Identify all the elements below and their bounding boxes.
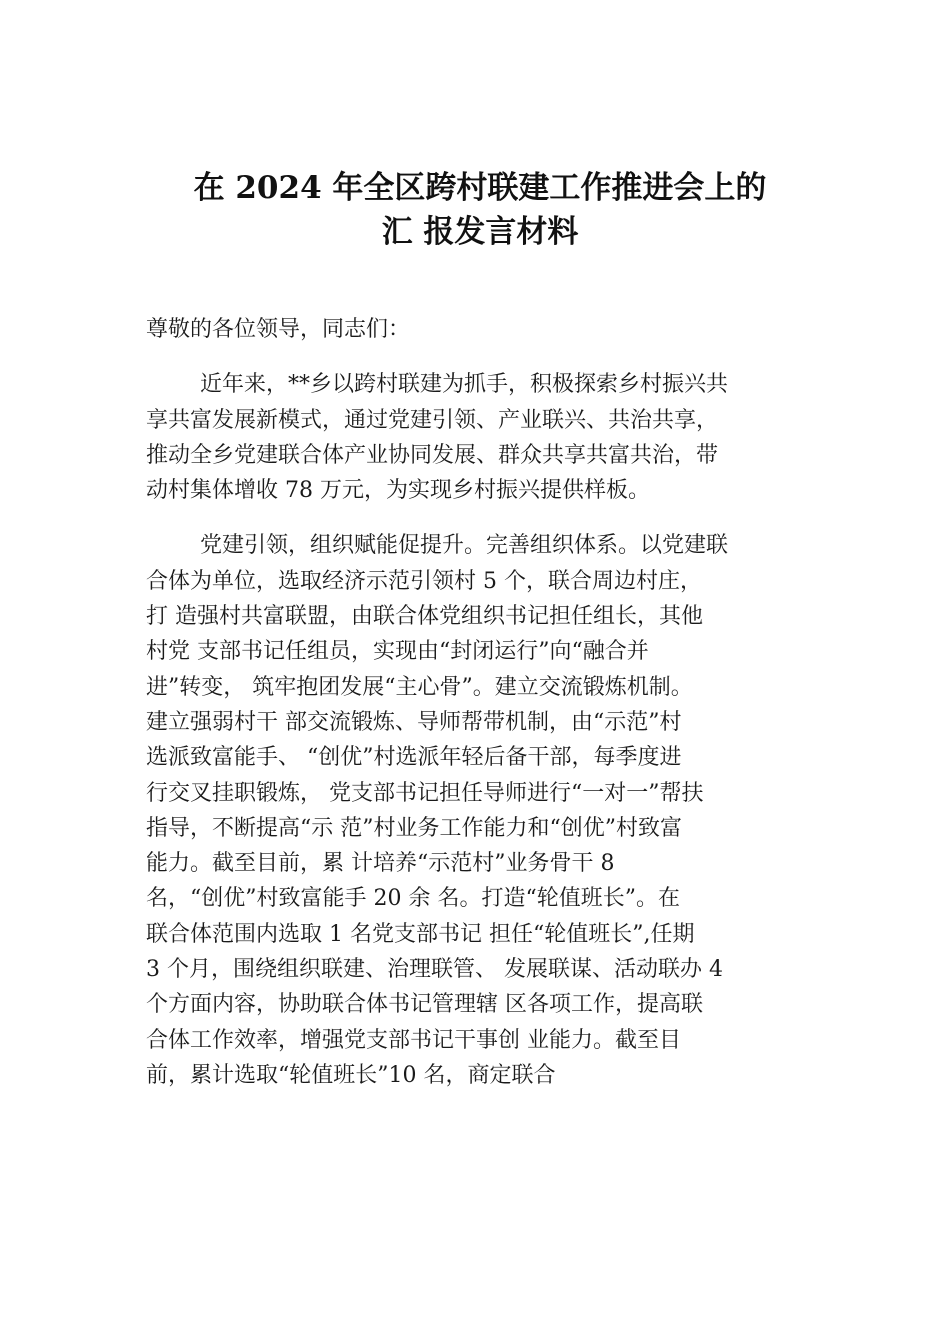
paragraph-2-line: 选派致富能手、 “创优”村选派年轻后备干部，每季度进 bbox=[146, 745, 682, 771]
paragraph-1 bbox=[146, 367, 826, 508]
paragraph-1-line: 享共富发展新模式，通过党建引领、产业联兴、共治共享， bbox=[146, 407, 719, 433]
paragraph-2-line: 党建引领，组织赋能促提升。完善组织体系。以党建联 bbox=[200, 533, 729, 559]
paragraph-2-line: 前，累计选取“轮值班长”10 名，商定联合 bbox=[146, 1062, 556, 1088]
paragraph-2-line: 联合体范围内选取 1 名党支部书记 担任“轮值班长”,任期 bbox=[146, 921, 695, 947]
paragraph-2-line: 名，“创优”村致富能手 20 余 名。打造“轮值班长”。在 bbox=[146, 886, 680, 912]
paragraph-2-line: 3 个月，围绕组织联建、治理联管、 发展联谋、活动联办 4 bbox=[146, 957, 723, 983]
paragraph-2-line: 合体为单位，选取经济示范引领村 5 个，联合周边村庄， bbox=[146, 568, 702, 594]
paragraph-2-line: 个方面内容，协助联合体书记管理辖 区各项工作，提高联 bbox=[146, 992, 703, 1018]
paragraph-1-line: 动村集体增收 78 万元，为实现乡村振兴提供样板。 bbox=[146, 478, 650, 504]
document-title bbox=[100, 166, 860, 254]
paragraph-2-line: 合体工作效率，增强党支部书记干事创 业能力。截至目 bbox=[146, 1027, 681, 1053]
document-body bbox=[146, 312, 826, 1093]
paragraph-2-line: 行交叉挂职锻炼， 党支部书记担任导师进行“一对一”帮扶 bbox=[146, 780, 704, 806]
paragraph-gap bbox=[146, 347, 826, 367]
paragraph-2-line: 打 造强村共富联盟，由联合体党组织书记担任组长，其他 bbox=[146, 604, 703, 630]
paragraph-1-line: 近年来，**乡以跨村联建为抓手，积极探索乡村振兴共 bbox=[200, 372, 729, 398]
paragraph-2-line: 指导，不断提高“示 范”村业务工作能力和“创优”村致富 bbox=[146, 815, 682, 841]
title-line-1: 在 2024 年全区跨村联建工作推进会上的 bbox=[193, 170, 767, 206]
paragraph-2 bbox=[146, 528, 826, 1093]
paragraph-2-line: 村党 支部书记任组员，实现由“封闭运行”向“融合并 bbox=[146, 639, 649, 665]
paragraph-gap bbox=[146, 508, 826, 528]
paragraph-2-line: 进”转变， 筑牢抱团发展“主心骨”。建立交流锻炼机制。 bbox=[146, 674, 693, 700]
paragraph-2-line: 建立强弱村干 部交流锻炼、导师帮带机制，由“示范”村 bbox=[146, 709, 682, 735]
title-line-2: 汇 报发言材料 bbox=[381, 214, 579, 250]
salutation: 尊敬的各位领导，同志们： bbox=[146, 317, 411, 342]
paragraph-2-line: 能力。截至目前，累 计培养“示范村”业务骨干 8 bbox=[146, 851, 615, 877]
paragraph-1-line: 推动全乡党建联合体产业协同发展、群众共享共富共治，带 bbox=[146, 442, 719, 468]
